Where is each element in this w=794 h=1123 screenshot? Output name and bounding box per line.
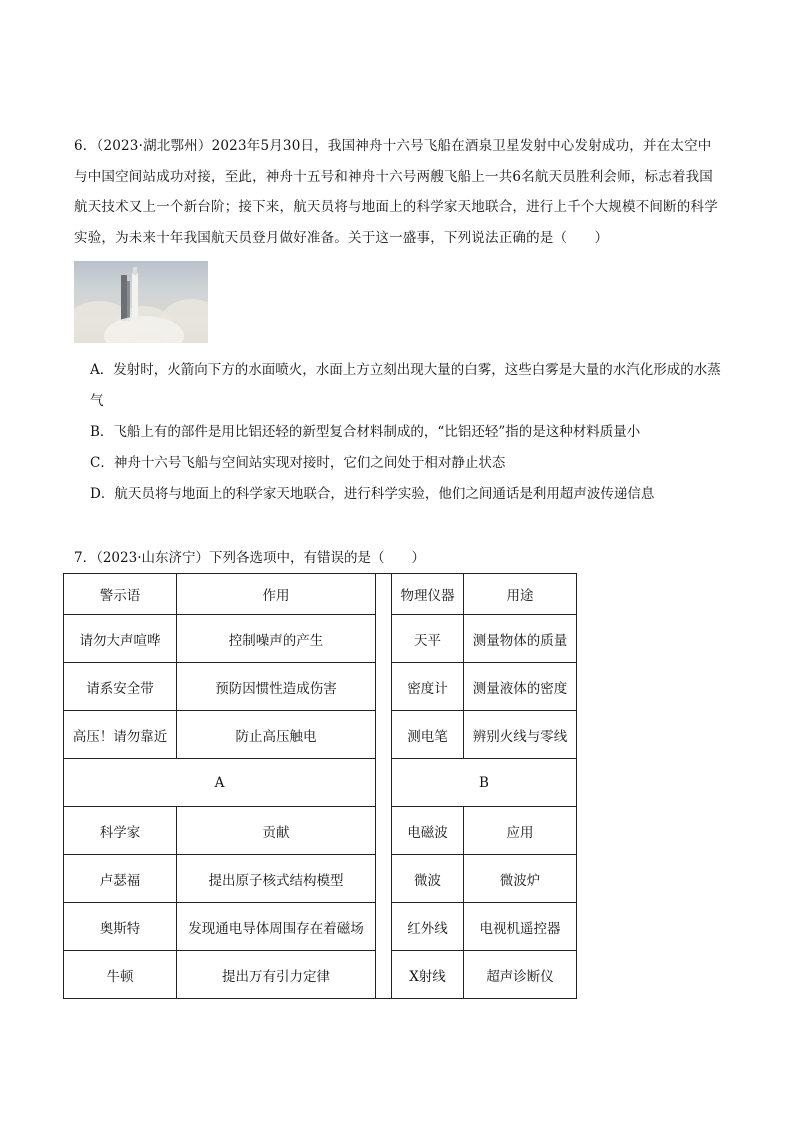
table-header: 科学家 (64, 807, 177, 855)
option-d: D．航天员将与地面上的科学家天地联合，进行科学实验，他们之间通话是利用超声波传递信息 (90, 486, 655, 502)
table-cell: 牛顿 (64, 951, 177, 999)
option-label-b: B (392, 759, 577, 807)
table-cell: 高压！请勿靠近 (64, 711, 177, 759)
table-cell: 密度计 (392, 663, 464, 711)
table-row (64, 759, 577, 807)
options-table (63, 573, 577, 999)
table-row (64, 951, 577, 999)
table-cell: 提出原子核式结构模型 (177, 855, 376, 903)
table-header: 电磁波 (392, 807, 464, 855)
table-cell: 请系安全带 (64, 663, 177, 711)
table-row (64, 855, 577, 903)
question-7-stem: 7．（2023·山东济宁）下列各选项中，有错误的是（ ） (74, 550, 425, 566)
table-row (64, 807, 577, 855)
table-header: 贡献 (177, 807, 376, 855)
table-cell: 控制噪声的产生 (177, 615, 376, 663)
table-header: 作用 (177, 574, 376, 615)
table-gap (376, 574, 392, 999)
table-cell: 请勿大声喧哗 (64, 615, 177, 663)
table-cell: 发现通电导体周围存在着磁场 (177, 903, 376, 951)
table-cell: 防止高压触电 (177, 711, 376, 759)
table-cell: 奥斯特 (64, 903, 177, 951)
table-cell: 卢瑟福 (64, 855, 177, 903)
table-cell: 辨别火线与零线 (464, 711, 577, 759)
table-row (64, 903, 577, 951)
table-cell: 红外线 (392, 903, 464, 951)
option-c: C．神舟十六号飞船与空间站实现对接时，它们之间处于相对静止状态 (90, 455, 506, 471)
table-header: 物理仪器 (392, 574, 464, 615)
table-cell: 超声诊断仪 (464, 951, 577, 999)
table-header: 用途 (464, 574, 577, 615)
table-cell: 测电笔 (392, 711, 464, 759)
table-header: 应用 (464, 807, 577, 855)
option-b: B．飞船上有的部件是用比铝还轻的新型复合材料制成的，“比铝还轻”指的是这种材料质量小 (90, 424, 641, 440)
table-cell: 微波炉 (464, 855, 577, 903)
table-row (64, 663, 577, 711)
table-row (64, 711, 577, 759)
table-row (64, 574, 577, 615)
table-cell: 测量物体的质量 (464, 615, 577, 663)
table-cell: 测量液体的密度 (464, 663, 577, 711)
table-cell: 微波 (392, 855, 464, 903)
option-a: A．发射时，火箭向下方的水面喷火，水面上方立刻出现大量的白雾，这些白雾是大量的水汽化形成的水蒸气 (90, 362, 721, 409)
question-6-stem: 6．（2023·湖北鄂州）2023年5月30日，我国神舟十六号飞船在酒泉卫星发射中心发射成功，并在太空中与中国空间站成功对接，至此，神舟十五号和神舟十六号两艘飞船上一共6名航天员胜利会师，标志着我国航天技术又上一个新台阶；接下来，航天员将与地面上的科学家天地联合，进行上千个大规模不间断的科学实验，为未来十年我国航天员登月做好准备。关于这一盛事，下列说法正确的是（ ） (74, 138, 718, 246)
table-row (64, 615, 577, 663)
table-cell: X射线 (392, 951, 464, 999)
table-cell: 电视机遥控器 (464, 903, 577, 951)
table-cell: 预防因惯性造成伤害 (177, 663, 376, 711)
option-label-a: A (64, 759, 376, 807)
table-cell: 提出万有引力定律 (177, 951, 376, 999)
rocket-launch-photo (74, 261, 208, 343)
table-cell: 天平 (392, 615, 464, 663)
table-header: 警示语 (64, 574, 177, 615)
